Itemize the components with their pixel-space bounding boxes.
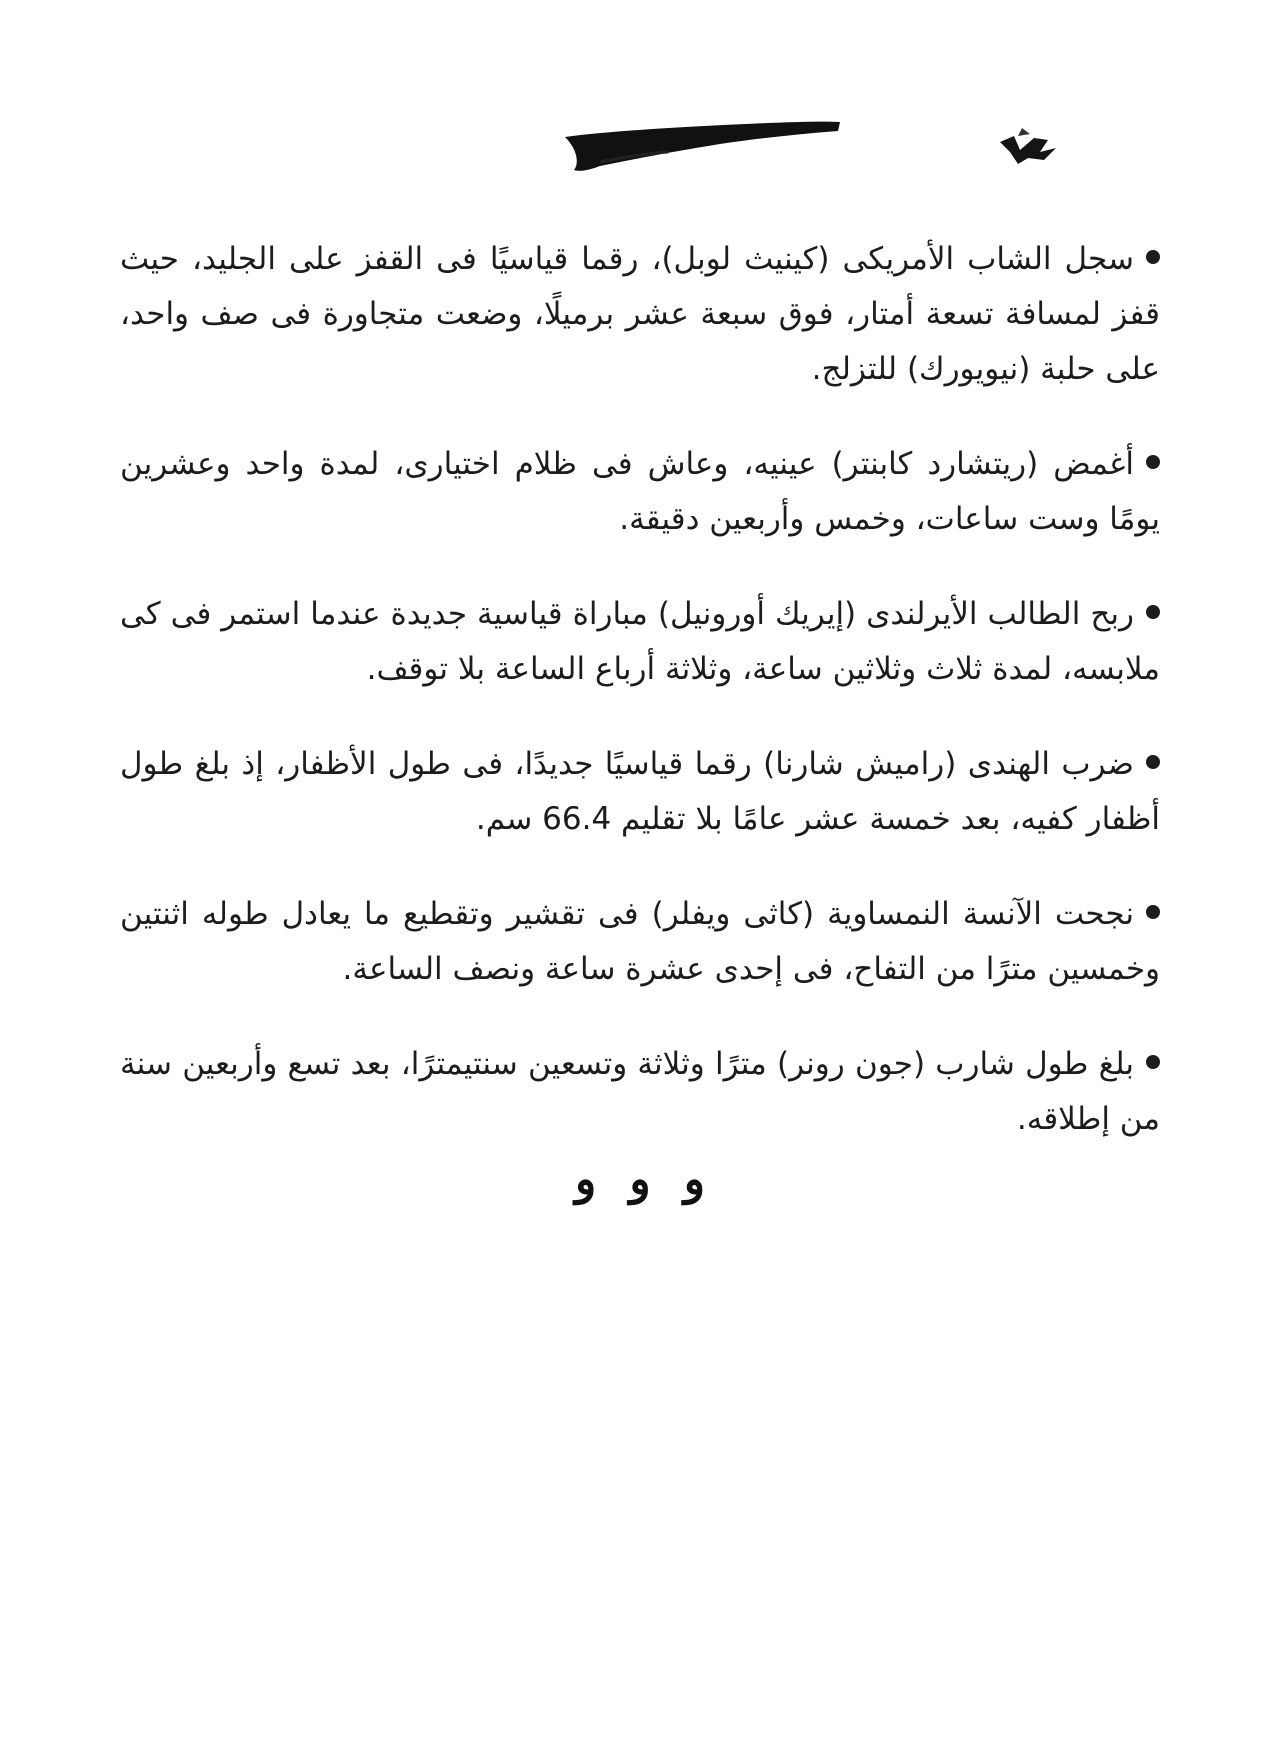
record-item [120,887,1160,997]
bullet-icon [1146,1055,1160,1069]
bullet-icon [1146,905,1160,919]
record-item [120,1037,1160,1147]
record-text: نجحت الآنسة النمساوية (كاثى ويفلر) فى تقشير وتقطيع ما يعادل طوله اثنتين وخمسين مترًا من التفاح، فى إحدى عشرة ساعة ونصف الساعة. [120,896,1160,987]
records-list [120,232,1160,1187]
torn-illustration-fragment [0,0,1280,200]
record-text: ربح الطالب الأيرلندى (إيريك أورونيل) مباراة قياسية جديدة عندما استمر فى كى ملابسه، لمدة ثلاث وثلاثين ساعة، وثلاثة أرباع الساعة بلا توقف. [120,596,1160,687]
record-item [120,587,1160,697]
bullet-icon [1146,455,1160,469]
bullet-icon [1146,755,1160,769]
bullet-icon [1146,605,1160,619]
separator-mark: و [683,1154,705,1205]
record-text: بلغ طول شارب (جون رونر) مترًا وثلاثة وتسعين سنتيمترًا، بعد تسع وأربعين سنة من إطلاقه. [120,1046,1160,1137]
record-item [120,232,1160,397]
separator-mark: و [629,1154,651,1205]
record-item [120,437,1160,547]
section-separator [0,1154,1280,1205]
record-text: سجل الشاب الأمريكى (كينيث لوبل)، رقما قياسيًا فى القفز على الجليد، حيث قفز لمسافة تسعة أمتار، فوق سبعة عشر برميلًا، وضعت متجاورة فى صف واحد، على حلبة (نيويورك) للتزلج. [120,241,1160,387]
record-item [120,737,1160,847]
bullet-icon [1146,250,1160,264]
separator-mark: و [575,1154,597,1205]
record-text: أغمض (ريتشارد كابنتر) عينيه، وعاش فى ظلام اختيارى، لمدة واحد وعشرين يومًا وست ساعات، وخمس وأربعين دقيقة. [120,446,1160,537]
record-text: ضرب الهندى (راميش شارنا) رقما قياسيًا جديدًا، فى طول الأظفار، إذ بلغ طول أظفار كفيه، بعد خمسة عشر عامًا بلا تقليم 66.4 سم. [120,746,1160,837]
